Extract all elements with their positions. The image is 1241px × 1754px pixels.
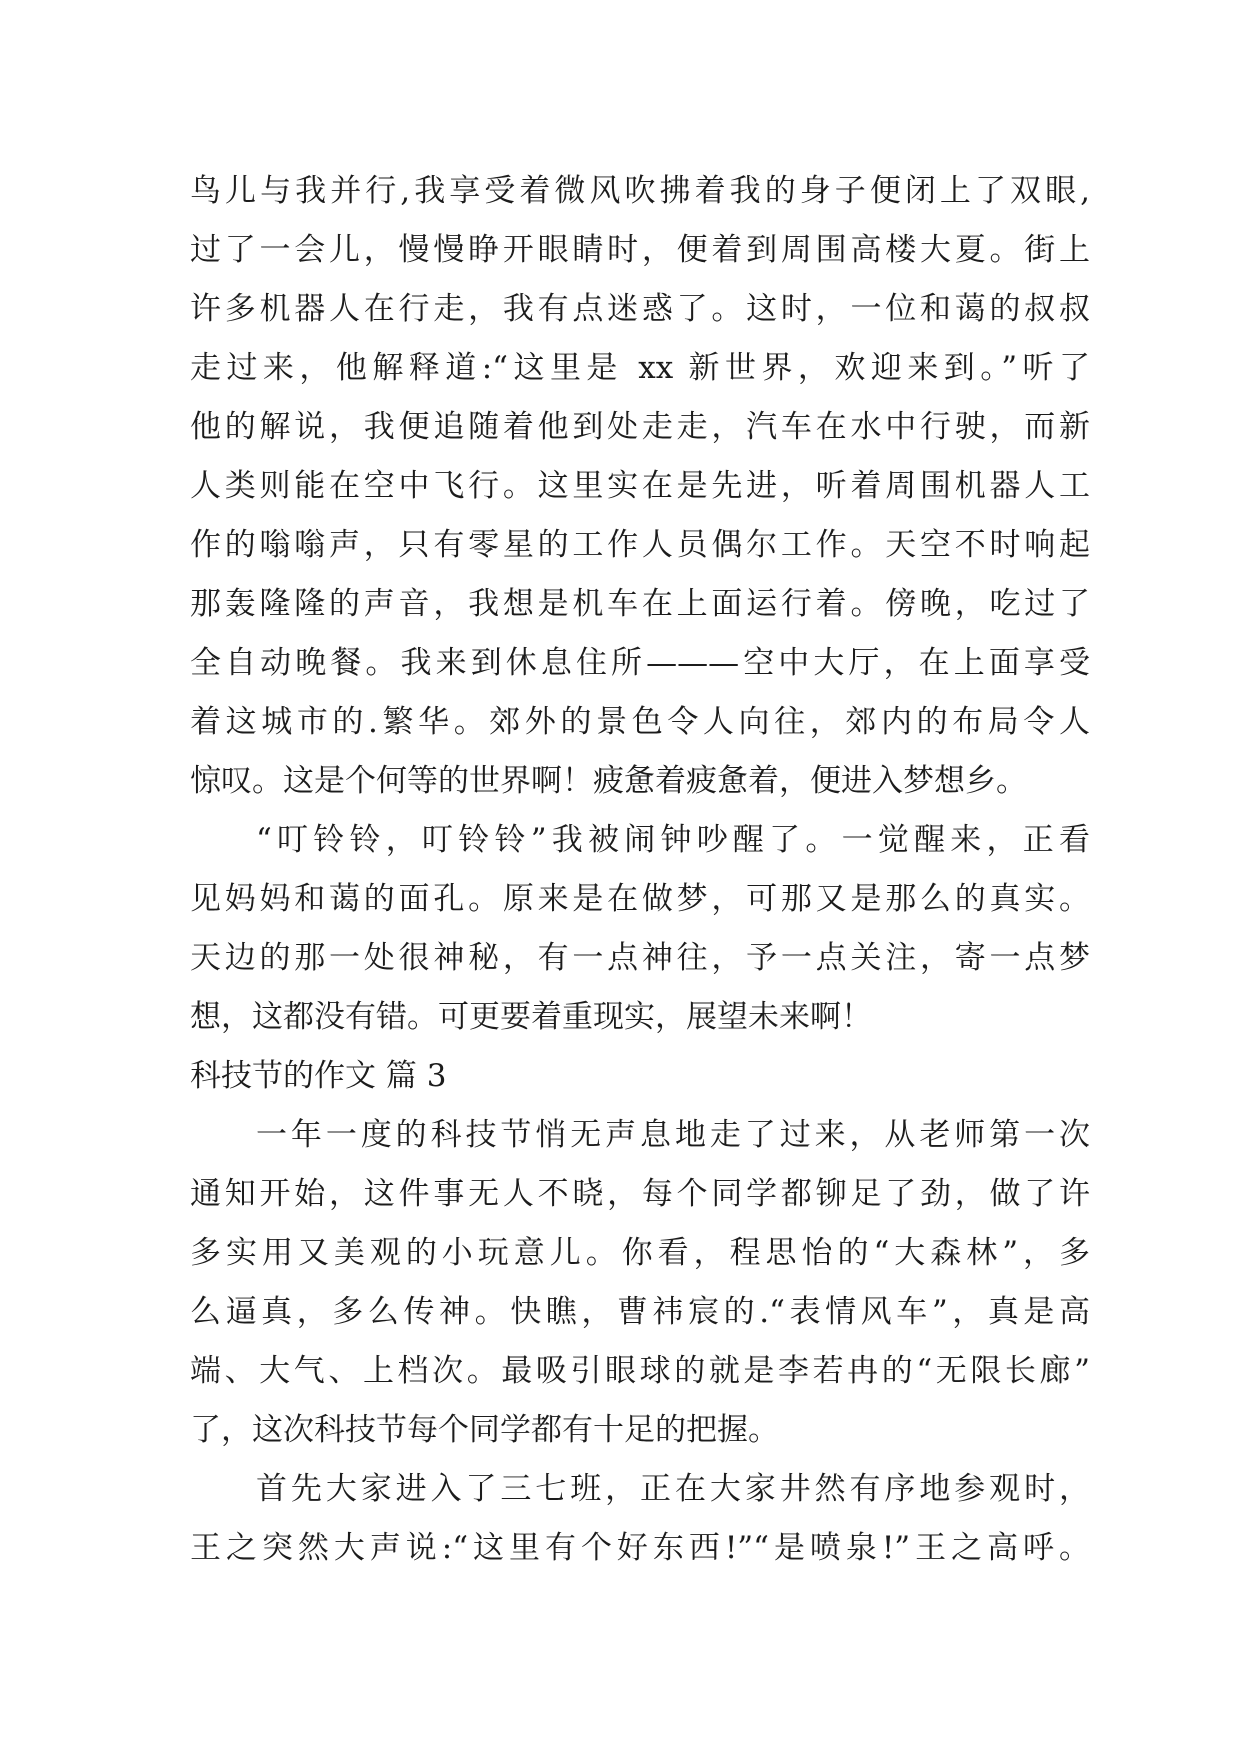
text-line: 作的嗡嗡声，只有零星的工作人员偶尔工作。天空不时响起 (190, 527, 1090, 563)
text-line: 一年一度的科技节悄无声息地走了过来，从老师第一次 (256, 1117, 1090, 1153)
section-heading: 科技节的作文 篇 3 (190, 1058, 447, 1094)
text-line: 过了一会儿，慢慢睁开眼睛时，便着到周围高楼大夏。街上 (190, 232, 1090, 268)
text-line: 全自动晚餐。我来到休息住所———空中大厅，在上面享受 (190, 645, 1090, 681)
text-line: 走过来，他解释道:“这里是 xx 新世界，欢迎来到。”听了 (190, 350, 1090, 386)
text-line: 通知开始，这件事无人不晓，每个同学都铆足了劲，做了许 (190, 1176, 1090, 1212)
text-line: 见妈妈和蔼的面孔。原来是在做梦，可那又是那么的真实。 (190, 881, 1090, 917)
text-line: 天边的那一处很神秘，有一点神往，予一点关注，寄一点梦 (190, 940, 1090, 976)
text-line: 那轰隆隆的声音，我想是机车在上面运行着。傍晚，吃过了 (190, 586, 1090, 622)
text-line: 惊叹。这是个何等的世界啊！疲惫着疲惫着，便进入梦想乡。 (190, 763, 1027, 799)
text-line: 么逼真，多么传神。快瞧，曹祎宸的.“表情风车”，真是高 (190, 1294, 1090, 1330)
text-line: 鸟儿与我并行,我享受着微风吹拂着我的身子便闭上了双眼, (190, 173, 1090, 209)
text-line: 着这城市的.繁华。郊外的景色令人向往，郊内的布局令人 (190, 704, 1090, 740)
document-body (190, 162, 1090, 1578)
paragraph (190, 1106, 1090, 1460)
paragraph (190, 811, 1090, 1047)
paragraph (190, 1460, 1090, 1578)
text-line: 了，这次科技节每个同学都有十足的把握。 (190, 1412, 779, 1448)
paragraph (190, 162, 1090, 811)
text-line: 人类则能在空中飞行。这里实在是先进，听着周围机器人工 (190, 468, 1090, 504)
text-line: “叮铃铃，叮铃铃”我被闹钟吵醒了。一觉醒来，正看 (256, 822, 1090, 858)
text-line: 他的解说，我便追随着他到处走走，汽车在水中行驶，而新 (190, 409, 1090, 445)
text-line: 首先大家进入了三七班，正在大家井然有序地参观时， (256, 1471, 1090, 1507)
text-line: 王之突然大声说:“这里有个好东西!”“是喷泉!”王之高呼。 (190, 1530, 1090, 1566)
text-line: 多实用又美观的小玩意儿。你看，程思怡的“大森林”，多 (190, 1235, 1090, 1271)
text-line: 端、大气、上档次。最吸引眼球的就是李若冉的“无限长廊” (190, 1353, 1090, 1389)
text-line: 想，这都没有错。可更要着重现实，展望未来啊！ (190, 999, 872, 1035)
text-line: 许多机器人在行走，我有点迷惑了。这时，一位和蔼的叔叔 (190, 291, 1090, 327)
